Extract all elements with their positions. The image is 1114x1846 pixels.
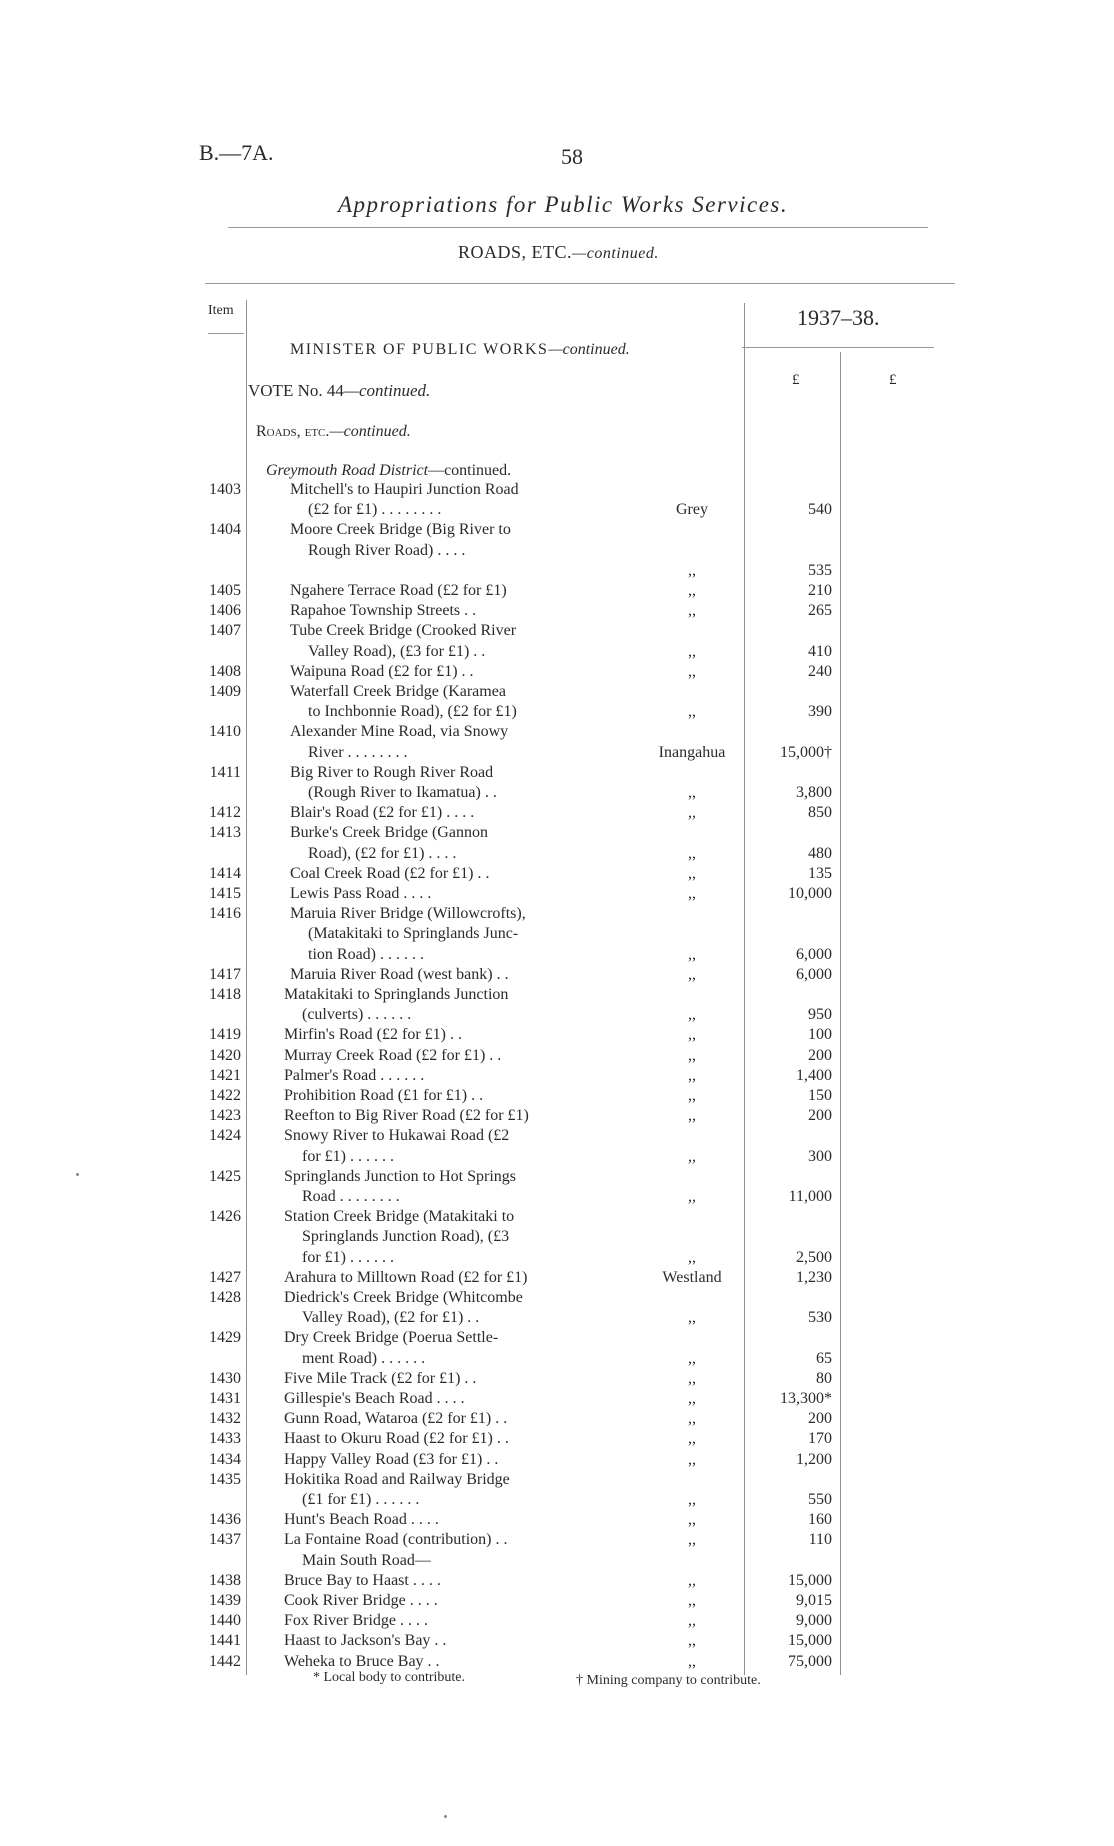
amount-value: 65 (816, 1349, 832, 1367)
amount-value: 150 (808, 1087, 832, 1104)
item-description: Springlands Junction Road), (£3 (302, 1228, 510, 1246)
district-name: ,, (688, 1491, 696, 1508)
table-row (0, 1308, 1114, 1328)
item-description: Five Mile Track (£2 for £1) . . (284, 1369, 477, 1387)
item-description: Gillespie's Beach Road . . . . (284, 1390, 465, 1407)
district-name: ,, (688, 1571, 696, 1589)
district-name: ,, (688, 1309, 696, 1327)
item-description: Hunt's Beach Road . . . . (284, 1511, 439, 1529)
amount-value: 9,000 (796, 1612, 832, 1630)
table-row (0, 541, 1114, 561)
ministry-cont: —continued. (548, 341, 630, 358)
item-description: tion Road) . . . . . . (308, 945, 424, 963)
amount-value: 9,015 (796, 1592, 832, 1609)
item-description: Waterfall Creek Bridge (Karamea (290, 683, 506, 700)
item-number: 1415 (209, 885, 241, 902)
table-row (0, 1571, 1114, 1591)
table-row (0, 1490, 1114, 1510)
table-row (0, 1530, 1114, 1550)
item-description: Hokitika Road and Railway Bridge (284, 1470, 510, 1488)
item-number: 1437 (209, 1531, 241, 1549)
amount-value: 550 (808, 1491, 832, 1508)
item-description: Maruia River Bridge (Willowcrofts), (290, 905, 526, 923)
table-row (0, 783, 1114, 803)
amount-value: 850 (808, 804, 832, 822)
item-number: 1407 (209, 622, 241, 640)
district-name: ,, (688, 662, 696, 680)
district-name: Greymouth Road District (266, 462, 429, 479)
item-number: 1421 (209, 1066, 241, 1084)
roads-heading (256, 423, 411, 441)
item-description: Springlands Junction to Hot Springs (284, 1167, 517, 1185)
roads-label: Roads, etc. (256, 423, 330, 440)
table-row (0, 1551, 1114, 1571)
amount-value: 10,000 (788, 885, 832, 902)
item-number: 1430 (209, 1369, 241, 1387)
item-number: 1419 (209, 1026, 241, 1044)
table-row (0, 1631, 1114, 1651)
amount-value: 540 (808, 501, 832, 519)
item-description: to Inchbonnie Road), (£2 for £1) (308, 703, 517, 721)
table-row (0, 985, 1114, 1005)
amount-value: 480 (808, 844, 832, 862)
district-name: ,, (688, 703, 696, 721)
item-number: 1413 (209, 824, 241, 842)
title-rule (228, 227, 928, 228)
item-description: Coal Creek Road (£2 for £1) . . (290, 864, 490, 882)
amount-value: 80 (816, 1369, 832, 1387)
table-row (0, 722, 1114, 742)
item-description: for £1) . . . . . . (302, 1248, 394, 1266)
item-description: Dry Creek Bridge (Poerua Settle- (284, 1329, 499, 1347)
document-reference: B.—7A. (199, 140, 274, 165)
item-number: 1429 (209, 1329, 241, 1347)
item-description: (culverts) . . . . . . (302, 1006, 412, 1024)
item-column-header: Item (208, 303, 234, 318)
item-number: 1423 (209, 1107, 241, 1125)
amount-value: 110 (808, 1531, 832, 1549)
item-number: 1441 (209, 1632, 241, 1650)
district-name: ,, (688, 945, 696, 963)
table-row (0, 1248, 1114, 1268)
subtitle-rule (205, 283, 955, 284)
item-description: Alexander Mine Road, via Snowy (290, 723, 509, 741)
item-header-rule (208, 333, 244, 334)
item-description: Prohibition Road (£1 for £1) . . (284, 1087, 484, 1104)
table-row (0, 662, 1114, 682)
item-description: (Rough River to Ikamatua) . . (308, 784, 497, 801)
item-number: 1416 (209, 905, 241, 923)
item-number: 1436 (209, 1511, 241, 1529)
amount-value: 3,800 (796, 784, 832, 801)
currency-header-1: £ (792, 372, 800, 388)
amount-value: 200 (808, 1107, 832, 1125)
item-description: Valley Road), (£2 for £1) . . (302, 1309, 480, 1327)
table-row (0, 1288, 1114, 1308)
item-number: 1405 (209, 582, 241, 599)
year-column-header: 1937–38. (797, 305, 880, 330)
district-name: ,, (688, 1410, 696, 1428)
item-description: Big River to Rough River Road (290, 763, 494, 781)
district-name: ,, (688, 1188, 696, 1205)
item-description: Diedrick's Creek Bridge (Whitcombe (284, 1289, 523, 1306)
item-description: Fox River Bridge . . . . (284, 1612, 428, 1630)
district-name: ,, (688, 1652, 696, 1670)
amount-value: 75,000 (788, 1652, 832, 1670)
subtitle-main: ROADS, ETC. (458, 242, 573, 262)
table-row (0, 601, 1114, 621)
item-description: Cook River Bridge . . . . (284, 1592, 438, 1609)
item-description: Road), (£2 for £1) . . . . (308, 844, 457, 862)
district-name: ,, (688, 582, 696, 599)
district-name: ,, (688, 1147, 696, 1165)
item-number: 1442 (209, 1652, 241, 1670)
item-number: 1414 (209, 864, 241, 882)
item-number: 1434 (209, 1450, 241, 1468)
item-number: 1411 (209, 763, 241, 781)
item-number: 1412 (209, 804, 241, 822)
district-name: ,, (688, 1430, 696, 1448)
scan-speck (444, 1815, 447, 1818)
district-name: ,, (688, 1087, 696, 1104)
item-number: 1418 (209, 986, 241, 1003)
table-row (0, 1470, 1114, 1490)
district-name: ,, (688, 1450, 696, 1468)
item-description: Mirfin's Road (£2 for £1) . . (284, 1026, 462, 1044)
amount-value: 100 (808, 1026, 832, 1044)
district-name: ,, (688, 1531, 696, 1549)
item-description: ment Road) . . . . . . (302, 1349, 426, 1367)
currency-header-2: £ (889, 372, 897, 388)
item-description: Rough River Road) . . . . (308, 541, 466, 559)
district-name: ,, (688, 1390, 696, 1407)
amount-value: 6,000 (796, 945, 832, 963)
item-number: 1439 (209, 1592, 241, 1609)
year-header-rule (742, 347, 934, 348)
table-row (0, 1187, 1114, 1207)
table-row (0, 500, 1114, 520)
roads-cont: —continued. (329, 423, 411, 440)
table-row (0, 1409, 1114, 1429)
table-row (0, 1510, 1114, 1530)
item-description: Haast to Jackson's Bay . . (284, 1632, 447, 1650)
table-row (0, 1147, 1114, 1167)
district-name: ,, (688, 804, 696, 822)
district-name: ,, (688, 1511, 696, 1529)
amount-value: 410 (808, 642, 832, 660)
item-description: Moore Creek Bridge (Big River to (290, 521, 511, 539)
table-row (0, 945, 1114, 965)
amount-value: 240 (808, 662, 832, 680)
table-row (0, 1450, 1114, 1470)
item-description: Gunn Road, Wataroa (£2 for £1) . . (284, 1410, 508, 1428)
table-row (0, 743, 1114, 763)
district-name: ,, (688, 864, 696, 882)
amount-value: 2,500 (796, 1248, 832, 1266)
table-row (0, 1086, 1114, 1106)
item-description: Maruia River Road (west bank) . . (290, 965, 509, 983)
table-row (0, 844, 1114, 864)
item-number: 1433 (209, 1430, 241, 1448)
table-row (0, 1167, 1114, 1187)
table-row (0, 702, 1114, 722)
item-description: Main South Road— (302, 1551, 431, 1569)
item-number: 1422 (209, 1087, 241, 1104)
ministry-name: MINISTER OF PUBLIC WORKS (290, 341, 549, 358)
item-number: 1440 (209, 1612, 241, 1630)
table-row (0, 642, 1114, 662)
amount-value: 1,200 (796, 1450, 832, 1468)
item-number: 1408 (209, 662, 241, 680)
item-number: 1403 (209, 481, 241, 498)
item-number: 1417 (209, 965, 241, 983)
footnote-mining-company: † Mining company to contribute. (576, 1673, 761, 1688)
amount-value: 170 (808, 1430, 832, 1448)
table-row (0, 682, 1114, 702)
item-number: 1406 (209, 602, 241, 620)
item-number: 1428 (209, 1289, 241, 1306)
amount-value: 265 (808, 602, 832, 620)
table-row (0, 1652, 1114, 1672)
item-description: Station Creek Bridge (Matakitaki to (284, 1208, 515, 1226)
amount-value: 1,230 (796, 1268, 832, 1286)
table-row (0, 1106, 1114, 1126)
amount-value: 160 (808, 1511, 832, 1529)
table-row (0, 1046, 1114, 1066)
table-row (0, 1066, 1114, 1086)
table-row (0, 1429, 1114, 1449)
item-number: 1425 (209, 1167, 241, 1185)
item-number: 1426 (209, 1208, 241, 1226)
item-description: Weheka to Bruce Bay . . (284, 1652, 440, 1670)
amount-value: 535 (808, 561, 832, 579)
amount-value: 11,000 (788, 1188, 832, 1205)
district-name: ,, (688, 1349, 696, 1367)
table-row (0, 1005, 1114, 1025)
district-name: ,, (688, 1006, 696, 1024)
table-row (0, 803, 1114, 823)
page-number: 58 (561, 144, 583, 169)
district-name: Westland (662, 1268, 722, 1286)
item-description: Mitchell's to Haupiri Junction Road (290, 481, 519, 498)
page-title: Appropriations for Public Works Services. (338, 192, 789, 217)
district-name: ,, (688, 844, 696, 862)
district-name: ,, (688, 1066, 696, 1084)
vote-heading (248, 381, 430, 401)
district-name: ,, (688, 1369, 696, 1387)
table-row (0, 1611, 1114, 1631)
item-description: Ngahere Terrace Road (£2 for £1) (290, 582, 507, 599)
amount-value: 210 (808, 582, 832, 599)
item-description: Arahura to Milltown Road (£2 for £1) (284, 1268, 528, 1286)
district-name: ,, (688, 642, 696, 660)
item-description: Burke's Creek Bridge (Gannon (290, 824, 488, 842)
item-description: for £1) . . . . . . (302, 1147, 394, 1165)
amount-value: 530 (808, 1309, 832, 1327)
vote-cont: —continued. (343, 381, 431, 400)
item-description: River . . . . . . . . (308, 743, 408, 761)
amount-value: 135 (808, 864, 832, 882)
item-description: Blair's Road (£2 for £1) . . . . (290, 804, 475, 822)
item-number: 1410 (209, 723, 241, 741)
table-row (0, 884, 1114, 904)
item-description: Haast to Okuru Road (£2 for £1) . . (284, 1430, 509, 1448)
item-description: Rapahoe Township Streets . . (290, 602, 477, 620)
table-row (0, 561, 1114, 581)
table-row (0, 1369, 1114, 1389)
table-row (0, 965, 1114, 985)
item-number: 1438 (209, 1571, 241, 1589)
table-row (0, 904, 1114, 924)
district-heading (266, 462, 511, 480)
item-number: 1409 (209, 683, 241, 700)
item-description: (£1 for £1) . . . . . . (302, 1491, 420, 1508)
district-name: Inangahua (658, 743, 726, 761)
table-row (0, 1591, 1114, 1611)
district-name: ,, (688, 1592, 696, 1609)
item-description: (Matakitaki to Springlands Junc- (308, 925, 519, 943)
item-description: Waipuna Road (£2 for £1) . . (290, 662, 474, 680)
item-description: Matakitaki to Springlands Junction (284, 986, 509, 1003)
table-row (0, 520, 1114, 540)
table-row (0, 1207, 1114, 1227)
table-row (0, 924, 1114, 944)
item-number: 1431 (209, 1390, 241, 1407)
amount-value: 300 (808, 1147, 832, 1165)
item-number: 1424 (209, 1127, 241, 1145)
item-description: Palmer's Road . . . . . . (284, 1066, 425, 1084)
vote-label: VOTE No. 44 (248, 381, 344, 400)
page-subtitle (458, 242, 659, 263)
amount-value: 390 (808, 703, 832, 721)
amount-value: 200 (808, 1046, 832, 1064)
table-row (0, 1389, 1114, 1409)
amount-value: 200 (808, 1410, 832, 1428)
footnote-local-body: * Local body to contribute. (313, 1670, 466, 1685)
district-name: ,, (688, 1632, 696, 1650)
table-row (0, 823, 1114, 843)
table-row (0, 763, 1114, 783)
district-name: ,, (688, 561, 696, 579)
table-row (0, 1349, 1114, 1369)
item-description: Valley Road), (£3 for £1) . . (308, 642, 486, 660)
table-row (0, 480, 1114, 500)
item-description: Murray Creek Road (£2 for £1) . . (284, 1046, 502, 1064)
table-row (0, 1328, 1114, 1348)
amount-value: 1,400 (796, 1066, 832, 1084)
item-description: Reefton to Big River Road (£2 for £1) (284, 1107, 529, 1125)
amount-value: 950 (808, 1006, 832, 1024)
district-name: ,, (688, 885, 696, 902)
table-row (0, 1268, 1114, 1288)
district-name: ,, (688, 1026, 696, 1044)
item-description: La Fontaine Road (contribution) . . (284, 1531, 508, 1549)
item-number: 1404 (209, 521, 241, 539)
amount-value: 15,000 (788, 1571, 832, 1589)
district-name: Grey (676, 501, 708, 519)
item-description: Bruce Bay to Haast . . . . (284, 1571, 441, 1589)
district-name: ,, (688, 965, 696, 983)
item-number: 1420 (209, 1046, 241, 1064)
amount-value: 15,000 (788, 1632, 832, 1650)
item-description: Road . . . . . . . . (302, 1188, 400, 1205)
item-number: 1435 (209, 1470, 241, 1488)
item-number: 1432 (209, 1410, 241, 1428)
district-name: ,, (688, 784, 696, 801)
table-row (0, 864, 1114, 884)
item-description: Happy Valley Road (£3 for £1) . . (284, 1450, 499, 1468)
table-row (0, 1227, 1114, 1247)
subtitle-cont: —continued. (572, 245, 659, 262)
item-description: Snowy River to Hukawai Road (£2 (284, 1127, 510, 1145)
scan-speck (76, 1173, 79, 1176)
table-row (0, 1126, 1114, 1146)
district-name: ,, (688, 1248, 696, 1266)
district-name: ,, (688, 1107, 696, 1125)
amount-value: 6,000 (796, 965, 832, 983)
table-row (0, 1025, 1114, 1045)
district-name: ,, (688, 602, 696, 620)
amount-value: 15,000† (780, 743, 832, 761)
table-row (0, 581, 1114, 601)
table-row (0, 621, 1114, 641)
district-name: ,, (688, 1046, 696, 1064)
item-description: (£2 for £1) . . . . . . . . (308, 501, 442, 519)
amount-value: 13,300* (780, 1390, 832, 1407)
ministry-heading (290, 341, 630, 359)
item-description: Lewis Pass Road . . . . (290, 885, 432, 902)
item-number: 1427 (209, 1268, 241, 1286)
district-name: ,, (688, 1612, 696, 1630)
district-cont: —continued. (428, 462, 512, 479)
item-description: Tube Creek Bridge (Crooked River (290, 622, 517, 640)
